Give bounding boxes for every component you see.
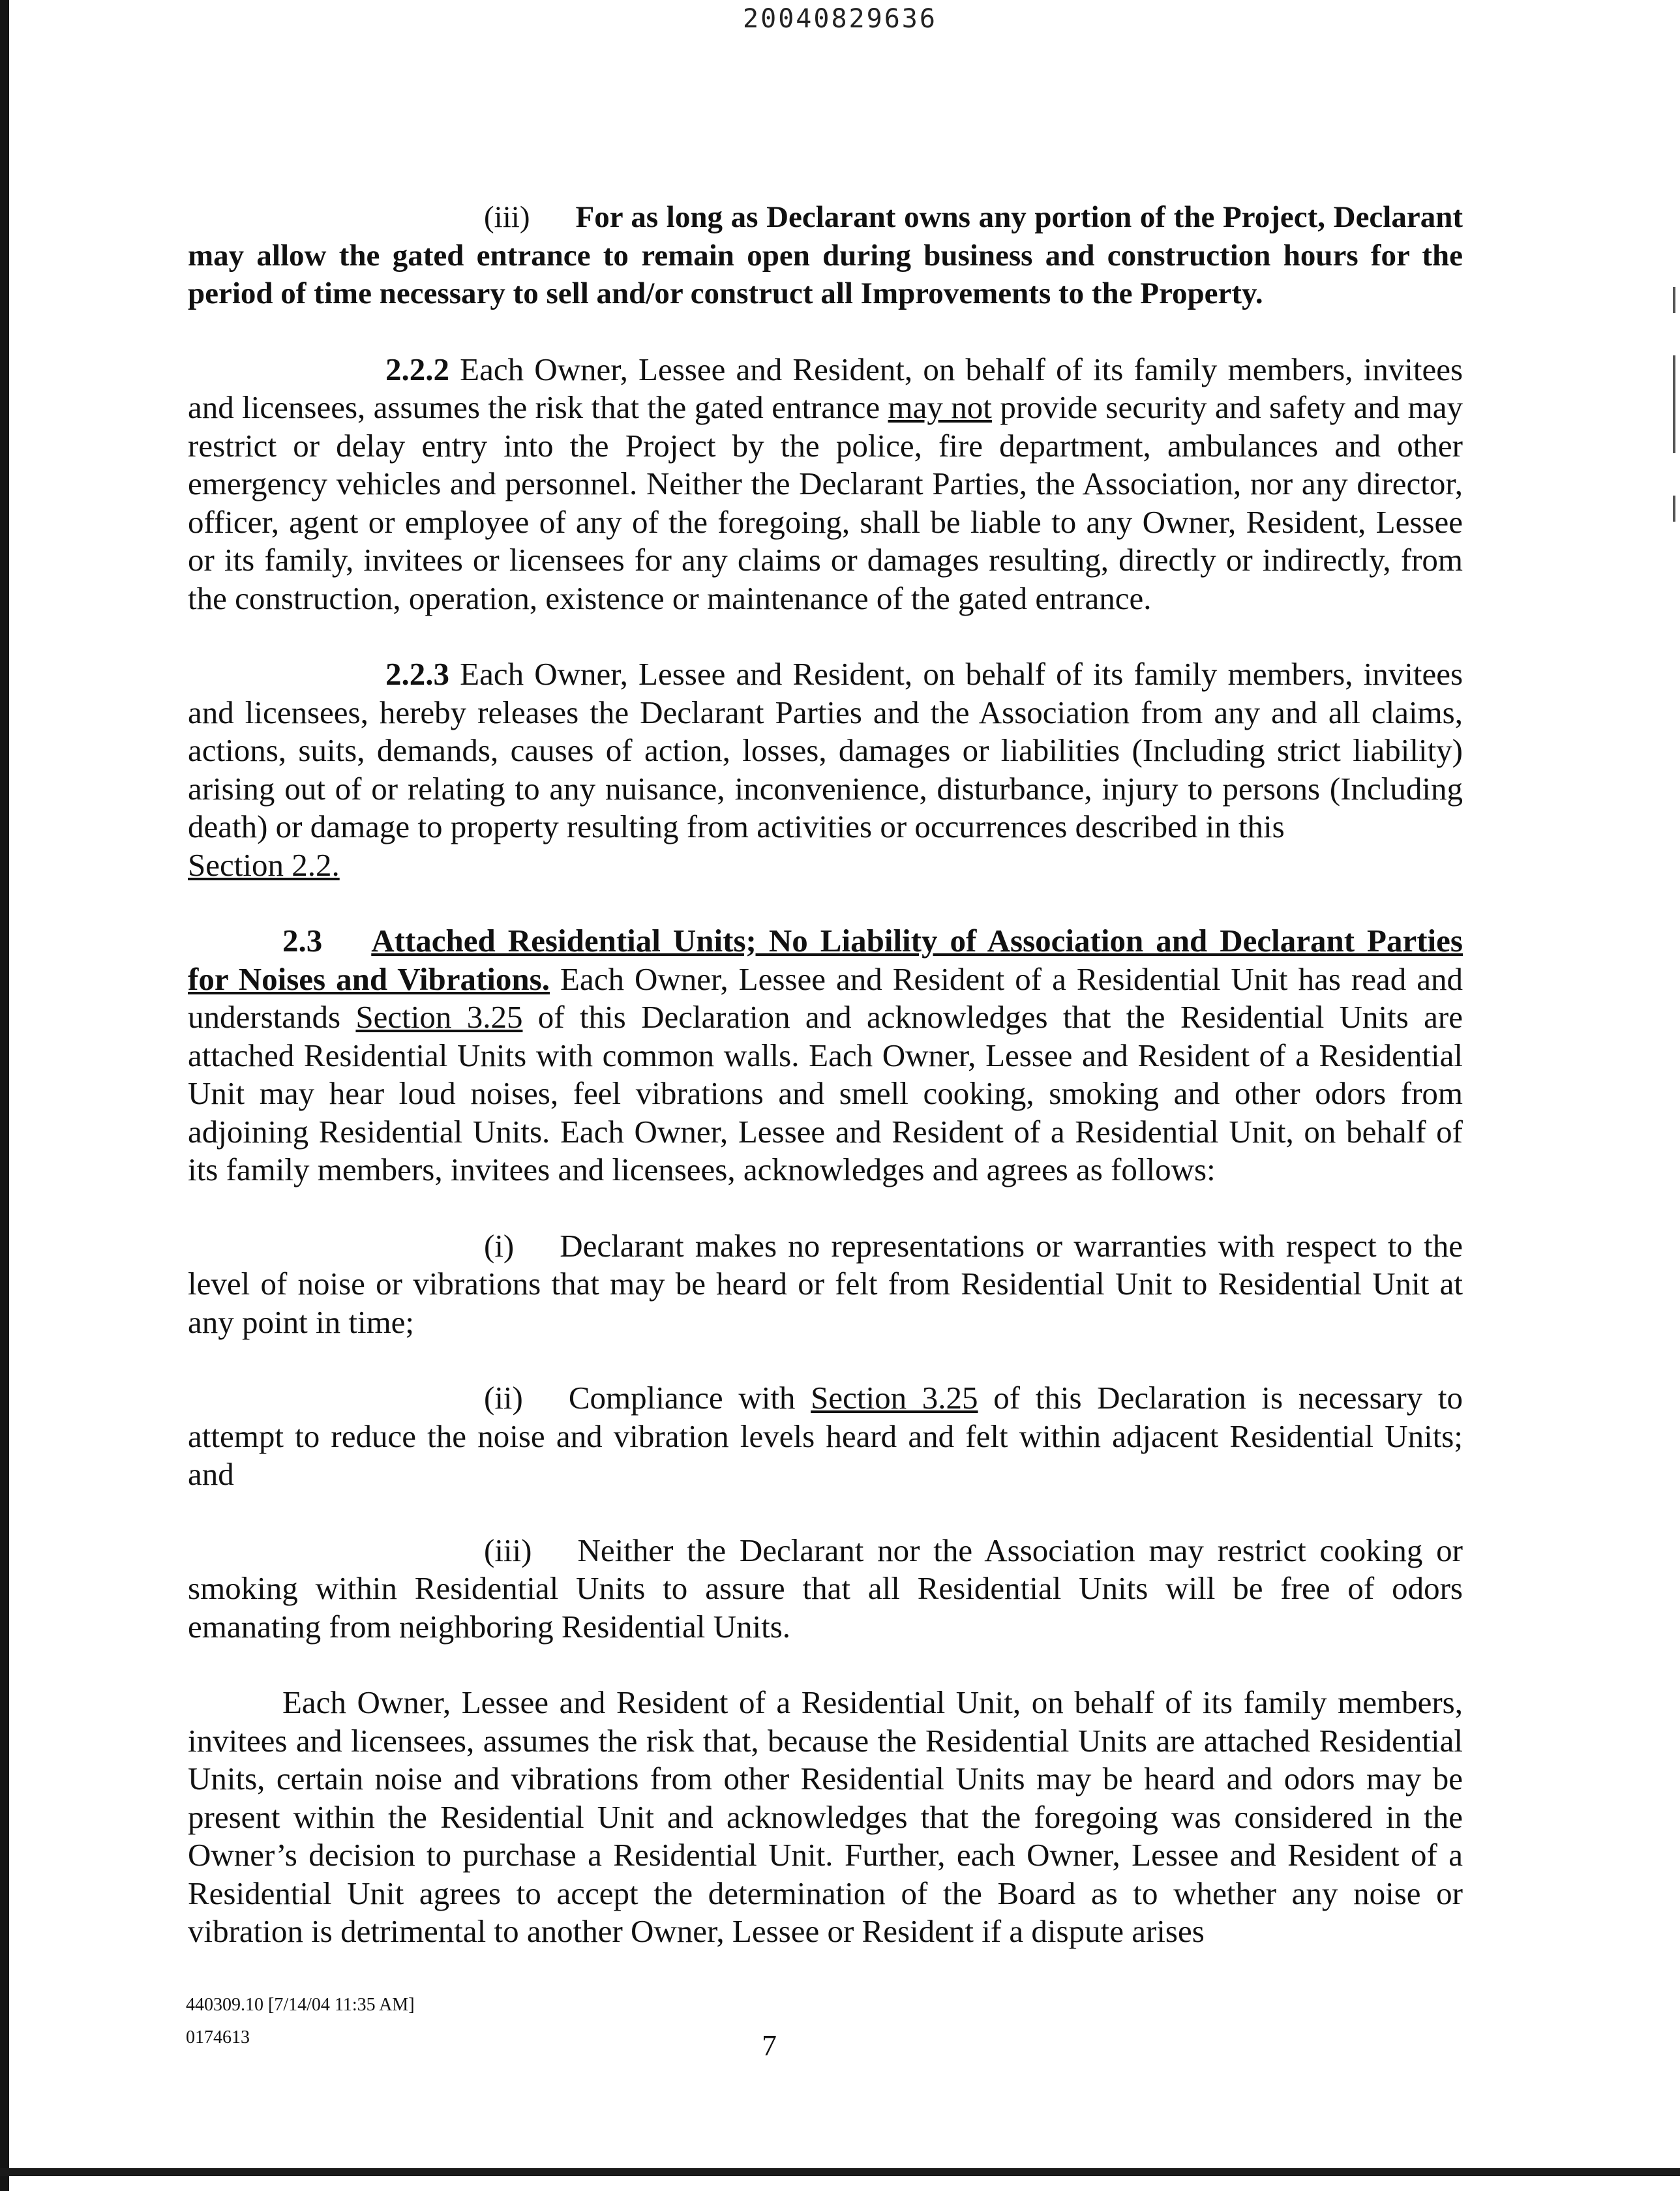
section-reference: Section 3.25 [355, 999, 523, 1035]
paragraph-ii-compliance [188, 1379, 1463, 1494]
footer-doc-ref: 440309.10 [7/14/04 11:35 AM] [186, 1995, 415, 2015]
paragraph-2-2-2 [188, 351, 1463, 618]
paragraph-text: of this Declaration and acknowledges that the Residential Units are attached Residential Units with common walls. Each Owner, Lessee and Resident of a Residential Unit may hear loud noises, feel vibrations and smell cooking, smoking and other odors from adjoining Residential Units. Each Owner, Lessee and Resident of a Residential Unit, on behalf of its family members, invitees and licensees, acknowledges and agrees as follows: [188, 999, 1463, 1187]
scan-artifact-mark [1673, 496, 1675, 522]
emphasis-text: may not [888, 389, 992, 425]
section-number: 2.3 [282, 923, 323, 959]
paragraph-text: Each Owner, Lessee and Resident of a Residential Unit has read and understands [188, 961, 1463, 1035]
paragraph-text: of this Declaration is necessary to attempt to reduce the noise and vibration levels heard and felt within adjacent Residential Units; and [188, 1380, 1463, 1492]
paragraph-iii-gated-entrance [188, 198, 1463, 313]
paragraph-text: For as long as Declarant owns any portion of the Project, Declarant may allow the gated entrance to remain open during business and construction hours for the period of time necessary to sell and/or construct all Improvements to the Property. [188, 200, 1463, 310]
section-number: 2.2.2 [385, 351, 449, 387]
section-reference: Section 3.25 [811, 1380, 978, 1416]
paragraph-text: Compliance with [568, 1380, 796, 1416]
scan-left-edge [0, 0, 9, 2191]
paragraph-text: Each Owner, Lessee and Resident, on behalf of its family members, invitees and licensees, hereby releases the Declarant Parties and the Association from any and all claims, actions, suits, demands, causes of action, losses, damages or liabilities (Including strict liability) arising out of or relating to any nuisance, inconvenience, disturbance, injury to persons (Including death) or damage to property resulting from activities or occurrences described in this [188, 656, 1463, 844]
paragraph-2-3 [188, 922, 1463, 1189]
paragraph-iii-odors [188, 1532, 1463, 1647]
item-label: (iii) [484, 200, 530, 234]
paragraph-text: Neither the Declarant nor the Association may restrict cooking or smoking within Residential Units to assure that all Residential Units will be free of odors emanating from neighboring Residential Units. [188, 1532, 1463, 1645]
item-label: (iii) [484, 1532, 532, 1568]
paragraph-text: Declarant makes no representations or warranties with respect to the level of noise or vibrations that may be heard or felt from Residential Unit to Residential Unit at any point in time; [188, 1227, 1463, 1340]
paragraph-2-2-3 [188, 655, 1463, 884]
paragraph-i-no-warranties [188, 1227, 1463, 1342]
scan-artifact-mark [1673, 355, 1675, 453]
section-reference: Section 2.2. [188, 846, 340, 883]
item-label: (i) [484, 1227, 515, 1264]
paragraph-text: Each Owner, Lessee and Resident of a Residential Unit, on behalf of its family members, invitees and licensees, assumes the risk that, because the Residential Units are attached Residential Units, certain noise and vibrations from other Residential Units may be heard and odors may be present within the Residential Unit and acknowledges that the foregoing was considered in the Owner’s decision to purchase a Residential Unit. Further, each Owner, Lessee and Resident of a Residential Unit agrees to accept the determination of the Board as to whether any noise or vibration is detrimental to another Owner, Lessee or Resident if a dispute arises [188, 1684, 1463, 1949]
paragraph-text: Each Owner, Lessee and Resident, on behalf of its family members, invitees and licensees, assumes the risk that the gated entrance [188, 351, 1463, 425]
page-number: 7 [762, 2029, 777, 2062]
section-number: 2.2.3 [385, 656, 449, 692]
item-label: (ii) [484, 1380, 523, 1416]
section-heading: Attached Residential Units; No Liability of Association and Declarant Parties for Noises and Vibrations. [188, 923, 1463, 997]
scan-artifact-mark [1673, 287, 1675, 313]
footer-file-number: 0174613 [186, 2027, 250, 2048]
scan-bottom-rule [0, 2168, 1680, 2176]
document-body [188, 198, 1463, 1951]
paragraph-assumption-of-risk [188, 1684, 1463, 1951]
paragraph-text: provide security and safety and may restrict or delay entry into the Project by the police, fire department, ambulances and other emergency vehicles and personnel. Neither the Declarant Parties, the Association, nor any director, officer, agent or employee of any of the foregoing, shall be liable to any Owner, Resident, Lessee or its family, invitees or licensees for any claims or damages resulting, directly or indirectly, from the construction, operation, existence or maintenance of the gated entrance. [188, 389, 1463, 616]
document-id: 20040829636 [743, 4, 937, 34]
footer-doc-info [186, 1989, 415, 2054]
